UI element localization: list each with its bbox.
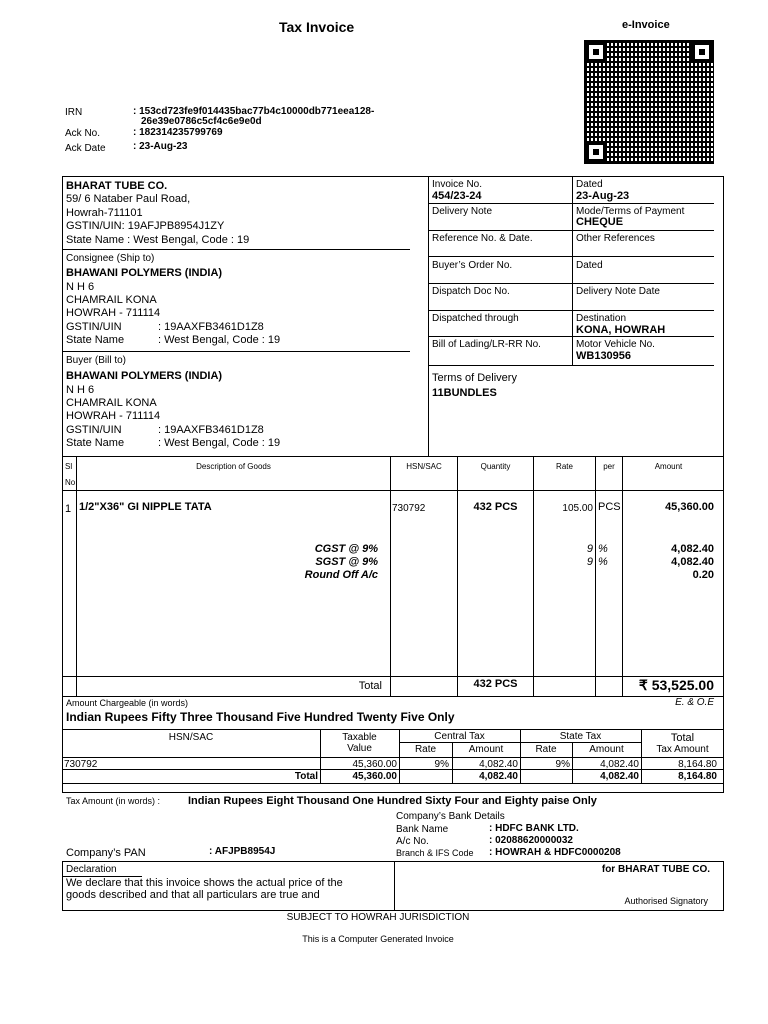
cgst-rate: 9	[586, 543, 593, 555]
hsn-header: HSN/SAC	[406, 462, 442, 471]
description-header: Description of Goods	[196, 462, 271, 471]
item-per: PCS	[598, 501, 621, 513]
tax-row-total: 8,164.80	[678, 759, 717, 770]
tax-row-state-rate: 9%	[555, 759, 570, 770]
tax-row-central-amount: 4,082.40	[479, 759, 518, 770]
consignee-city: HOWRAH - 711114	[66, 307, 161, 319]
irn-label: IRN	[65, 107, 83, 118]
buyer-state-label: State Name	[66, 437, 125, 449]
item-description: 1/2"X36" GI NIPPLE TATA	[79, 501, 212, 513]
central-rate-header: Rate	[414, 744, 437, 755]
tax-total-taxable: 45,360.00	[352, 771, 397, 782]
motor-vehicle-label: Motor Vehicle No.	[576, 339, 655, 350]
motor-vehicle-value: WB130956	[576, 350, 632, 362]
seller-state: State Name : West Bengal, Code : 19	[66, 234, 250, 246]
total-tax-amount-header: Tax Amount	[656, 744, 709, 755]
reference-label: Reference No. & Date.	[432, 233, 533, 244]
sgst-per: %	[598, 556, 608, 568]
delivery-note-label: Delivery Note	[432, 206, 493, 217]
eoe-label: E. & O.E	[675, 697, 714, 708]
tax-row-central-rate: 9%	[434, 759, 449, 770]
mode-terms-label: Mode/Terms of Payment	[576, 206, 685, 217]
tax-row-state-amount: 4,082.40	[600, 759, 639, 770]
taxable-value-header: Value	[347, 743, 372, 754]
irn-value-cont: 26e39e0786c5cf4c6e9e0d	[141, 116, 262, 127]
ack-date-value: : 23-Aug-23	[133, 141, 188, 152]
sgst-amount: 4,082.40	[671, 556, 714, 568]
item-hsn: 730792	[392, 503, 426, 514]
jurisdiction: SUBJECT TO HOWRAH JURISDICTION	[286, 912, 470, 923]
buyer-city: HOWRAH - 711114	[66, 410, 161, 422]
buyer-order-label: Buyer’s Order No.	[432, 260, 513, 271]
consignee-address: N H 6	[66, 281, 95, 293]
sl-header: Sl	[65, 462, 73, 471]
other-references-label: Other References	[576, 233, 655, 244]
state-tax-header: State Tax	[559, 731, 602, 742]
declaration-line-2: goods described and that all particulars are true and	[66, 889, 320, 901]
sgst-label: SGST @ 9%	[315, 556, 378, 568]
tax-words-value: Indian Rupees Eight Thousand One Hundred Sixty Four and Eighty paise Only	[188, 795, 597, 807]
consignee-name: BHAWANI POLYMERS (INDIA)	[66, 267, 223, 279]
consignee-state-value: : West Bengal, Code : 19	[158, 334, 281, 346]
item-rate: 105.00	[562, 503, 593, 514]
bank-heading: Company’s Bank Details	[396, 811, 505, 822]
buyer-state-value: : West Bengal, Code : 19	[158, 437, 281, 449]
qr-code-icon	[584, 40, 714, 164]
tax-total-total: 8,164.80	[678, 771, 717, 782]
ack-no-value: : 182314235799769	[133, 127, 223, 138]
sgst-rate: 9	[586, 556, 593, 568]
tax-total-state: 4,082.40	[600, 771, 639, 782]
cgst-label: CGST @ 9%	[314, 543, 378, 555]
seller-gstin: GSTIN/UIN: 19AFJPB8954J1ZY	[66, 220, 225, 232]
rate-header: Rate	[556, 462, 573, 471]
dispatched-through-label: Dispatched through	[432, 313, 519, 324]
declaration-heading: Declaration	[66, 864, 117, 875]
amount-words-value: Indian Rupees Fifty Three Thousand Five Hundred Twenty Five Only	[66, 710, 455, 724]
bank-name-value: : HDFC BANK LTD.	[489, 823, 579, 834]
destination-value: KONA, HOWRAH	[576, 324, 666, 336]
seller-city: Howrah-711101	[66, 207, 143, 219]
dated2-label: Dated	[576, 260, 603, 271]
einvoice-label: e-Invoice	[622, 19, 670, 31]
buyer-heading: Buyer (Bill to)	[66, 355, 127, 366]
terms-delivery-label: Terms of Delivery	[432, 372, 517, 384]
tax-words-label: Tax Amount (in words) :	[66, 796, 161, 806]
page-title: Tax Invoice	[279, 19, 355, 35]
consignee-gstin-label: GSTIN/UIN	[66, 321, 122, 333]
round-off-label: Round Off A/c	[304, 569, 378, 581]
state-rate-header: Rate	[535, 744, 557, 755]
dispatch-doc-label: Dispatch Doc No.	[432, 286, 510, 297]
consignee-address-2: CHAMRAIL KONA	[66, 294, 157, 306]
consignee-heading: Consignee (Ship to)	[66, 253, 155, 264]
state-amount-header: Amount	[589, 744, 624, 755]
quantity-header: Quantity	[480, 462, 511, 471]
destination-label: Destination	[576, 313, 627, 324]
dated-label: Dated	[576, 179, 603, 190]
pan-label: Company’s PAN	[66, 847, 146, 859]
irn-value: : 153cd723fe9f014435bac77b4c10000db771eea128-	[133, 106, 375, 117]
buyer-gstin-label: GSTIN/UIN	[66, 424, 122, 436]
signatory-for: for BHARAT TUBE CO.	[601, 864, 710, 875]
central-tax-header: Central Tax	[434, 731, 485, 742]
terms-delivery-value: 11BUNDLES	[432, 387, 497, 399]
invoice-no-label: Invoice No.	[432, 179, 483, 190]
tax-hsn-header: HSN/SAC	[168, 732, 214, 743]
bank-name-label: Bank Name	[396, 824, 449, 835]
buyer-gstin-value: : 19AAXFB3461D1Z8	[158, 424, 264, 436]
tax-total-central: 4,082.40	[479, 771, 518, 782]
bill-lading-label: Bill of Lading/LR-RR No.	[432, 339, 541, 350]
pan-value: : AFJPB8954J	[209, 846, 276, 857]
grand-total: ₹ 53,525.00	[638, 677, 714, 693]
consignee-state-label: State Name	[66, 334, 125, 346]
item-quantity: 432 PCS	[473, 501, 518, 513]
tax-total-label: Total	[294, 771, 318, 782]
round-off-amount: 0.20	[692, 569, 714, 581]
delivery-note-date-label: Delivery Note Date	[576, 286, 660, 297]
cgst-per: %	[598, 543, 608, 555]
sl-header-2: No.	[65, 478, 78, 487]
dated-value: 23-Aug-23	[576, 190, 630, 202]
items-total-label: Total	[358, 680, 382, 692]
central-amount-header: Amount	[468, 744, 504, 755]
amount-words-label: Amount Chargeable (in words)	[66, 698, 189, 708]
per-header: per	[603, 462, 615, 471]
buyer-name: BHAWANI POLYMERS (INDIA)	[66, 370, 223, 382]
seller-name: BHARAT TUBE CO.	[66, 180, 168, 192]
amount-header: Amount	[654, 462, 683, 471]
items-total-quantity: 432 PCS	[473, 678, 518, 690]
tax-row-taxable: 45,360.00	[352, 759, 397, 770]
authorised-signatory: Authorised Signatory	[624, 896, 708, 906]
declaration-line-1: We declare that this invoice shows the actual price of the	[66, 877, 343, 889]
item-amount: 45,360.00	[665, 501, 714, 513]
account-label: A/c No.	[396, 836, 429, 847]
seller-address: 59/ 6 Nataber Paul Road,	[66, 193, 191, 205]
buyer-address-2: CHAMRAIL KONA	[66, 397, 157, 409]
consignee-gstin-value: : 19AAXFB3461D1Z8	[158, 321, 264, 333]
branch-label: Branch & IFS Code	[396, 848, 474, 858]
branch-value: : HOWRAH & HDFC0000208	[489, 847, 621, 858]
buyer-address: N H 6	[66, 384, 95, 396]
item-sl: 1	[65, 503, 72, 515]
computer-generated-note: This is a Computer Generated Invoice	[302, 934, 454, 944]
taxable-header: Taxable	[342, 732, 377, 743]
mode-terms-value: CHEQUE	[576, 216, 624, 228]
ack-date-label: Ack Date	[65, 143, 106, 154]
account-value: : 02088620000032	[489, 835, 573, 846]
ack-no-label: Ack No.	[65, 128, 101, 139]
total-tax-header: Total	[670, 732, 695, 744]
cgst-amount: 4,082.40	[671, 543, 714, 555]
invoice-no-value: 454/23-24	[432, 190, 482, 202]
tax-row-hsn: 730792	[64, 759, 98, 770]
